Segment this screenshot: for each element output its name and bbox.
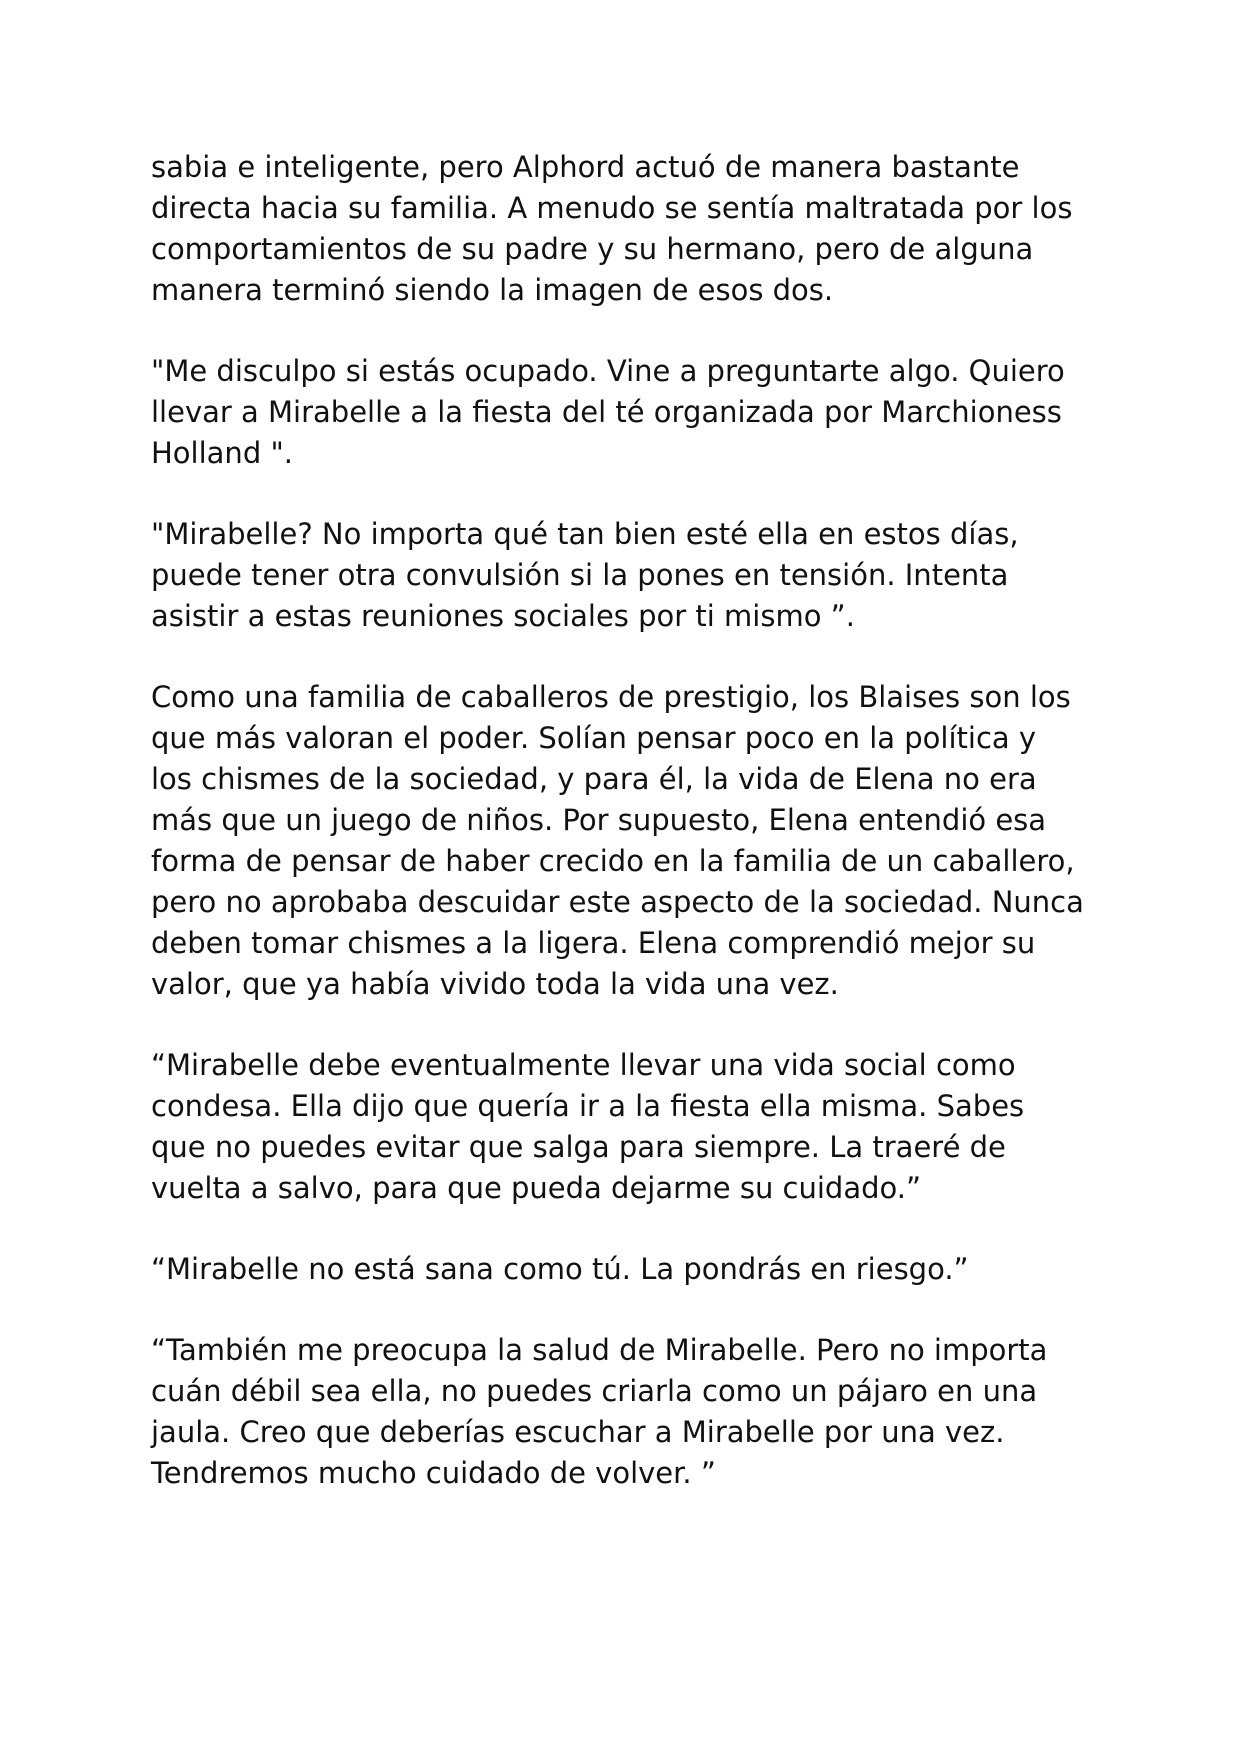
text-line: los chismes de la sociedad, y para él, la vida de Elena no era — [151, 762, 1037, 796]
text-line: "Mirabelle? No importa qué tan bien esté ella en estos días, — [151, 517, 1019, 551]
text-line: “Mirabelle debe eventualmente llevar una vida social como — [151, 1048, 1016, 1082]
text-line: pero no aprobaba descuidar este aspecto de la sociedad. Nunca — [151, 885, 1084, 919]
text-line: cuán débil sea ella, no puedes criarla como un pájaro en una — [151, 1374, 1038, 1408]
text-line: "Me disculpo si estás ocupado. Vine a preguntarte algo. Quiero — [151, 354, 1065, 388]
text-line: manera terminó siendo la imagen de esos dos. — [151, 273, 834, 307]
text-line: jaula. Creo que deberías escuchar a Mirabelle por una vez. — [151, 1415, 1005, 1449]
text-line: Holland ". — [151, 436, 293, 470]
text-line: directa hacia su familia. A menudo se sentía maltratada por los — [151, 191, 1073, 225]
text-line: forma de pensar de haber crecido en la familia de un caballero, — [151, 844, 1075, 878]
text-line: valor, que ya había vivido toda la vida una vez. — [151, 967, 839, 1001]
text-line: “También me preocupa la salud de Mirabelle. Pero no importa — [151, 1333, 1048, 1367]
text-line: llevar a Mirabelle a la fiesta del té organizada por Marchioness — [151, 395, 1062, 429]
text-line: comportamientos de su padre y su hermano, pero de alguna — [151, 232, 1034, 266]
paragraph-5 — [151, 1045, 1111, 1209]
text-line: asistir a estas reuniones sociales por ti mismo ”. — [151, 599, 855, 633]
text-line: deben tomar chismes a la ligera. Elena comprendió mejor su — [151, 926, 1036, 960]
text-line: puede tener otra convulsión si la pones en tensión. Intenta — [151, 558, 1009, 592]
text-line: que más valoran el poder. Solían pensar poco en la política y — [151, 721, 1037, 755]
text-line: que no puedes evitar que salga para siempre. La traeré de — [151, 1130, 1006, 1164]
text-line: Como una familia de caballeros de prestigio, los Blaises son los — [151, 680, 1071, 714]
document-body — [151, 147, 1111, 1534]
paragraph-2 — [151, 351, 1111, 474]
paragraph-1 — [151, 147, 1111, 311]
text-line: sabia e inteligente, pero Alphord actuó de manera bastante — [151, 150, 1020, 184]
paragraph-6 — [151, 1249, 1111, 1290]
paragraph-4 — [151, 677, 1111, 1005]
paragraph-7 — [151, 1330, 1111, 1494]
text-line: vuelta a salvo, para que pueda dejarme su cuidado.” — [151, 1171, 921, 1205]
text-line: condesa. Ella dijo que quería ir a la fiesta ella misma. Sabes — [151, 1089, 1025, 1123]
paragraph-3 — [151, 514, 1111, 637]
text-line: “Mirabelle no está sana como tú. La pondrás en riesgo.” — [151, 1252, 969, 1286]
text-line: más que un juego de niños. Por supuesto, Elena entendió esa — [151, 803, 1047, 837]
text-line: Tendremos mucho cuidado de volver. ” — [151, 1456, 716, 1490]
